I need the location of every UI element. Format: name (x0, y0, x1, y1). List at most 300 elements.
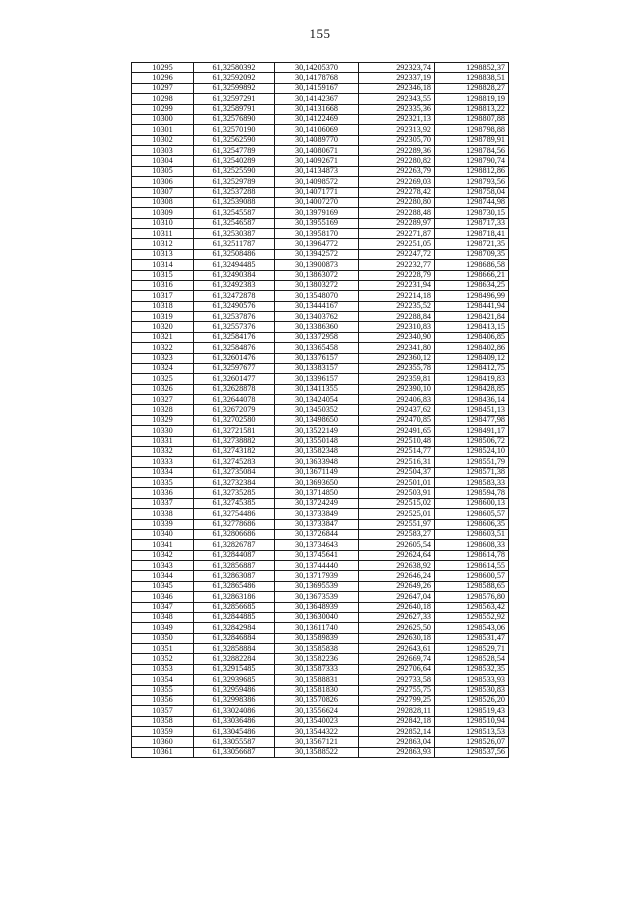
latitude-cell: 61,32547789 (194, 146, 275, 156)
x-coordinate-cell: 292755,75 (359, 685, 435, 695)
table-row (132, 156, 509, 166)
latitude-cell: 61,33045486 (194, 727, 275, 737)
point-number-cell: 10328 (132, 405, 194, 415)
table-row (132, 571, 509, 581)
latitude-cell: 61,32826787 (194, 540, 275, 550)
x-coordinate-cell: 292842,18 (359, 716, 435, 726)
table-row (132, 135, 509, 145)
point-number-cell: 10334 (132, 467, 194, 477)
point-number-cell: 10309 (132, 208, 194, 218)
x-coordinate-cell: 292323,74 (359, 63, 435, 73)
x-coordinate-cell: 292649,26 (359, 581, 435, 591)
table-row (132, 218, 509, 228)
table-row (132, 249, 509, 259)
table-row (132, 301, 509, 311)
y-coordinate-cell: 1298614,78 (435, 550, 509, 560)
x-coordinate-cell: 292863,04 (359, 737, 435, 747)
point-number-cell: 10301 (132, 125, 194, 135)
page-number: 155 (309, 26, 331, 41)
table-row (132, 125, 509, 135)
y-coordinate-cell: 1298594,78 (435, 488, 509, 498)
x-coordinate-cell: 292341,80 (359, 343, 435, 353)
y-coordinate-cell: 1298529,71 (435, 644, 509, 654)
longitude-cell: 30,13376157 (275, 353, 359, 363)
table-row (132, 561, 509, 571)
latitude-cell: 61,32856887 (194, 561, 275, 571)
table-row (132, 623, 509, 633)
table-row (132, 260, 509, 270)
table-row (132, 436, 509, 446)
table-row (132, 291, 509, 301)
latitude-cell: 61,32806686 (194, 529, 275, 539)
latitude-cell: 61,32863087 (194, 571, 275, 581)
point-number-cell: 10310 (132, 218, 194, 228)
table-row (132, 550, 509, 560)
longitude-cell: 30,13372958 (275, 332, 359, 342)
point-number-cell: 10338 (132, 509, 194, 519)
y-coordinate-cell: 1298583,33 (435, 478, 509, 488)
y-coordinate-cell: 1298419,83 (435, 374, 509, 384)
table-row (132, 280, 509, 290)
y-coordinate-cell: 1298758,04 (435, 187, 509, 197)
longitude-cell: 30,13383157 (275, 363, 359, 373)
x-coordinate-cell: 292340,90 (359, 332, 435, 342)
y-coordinate-cell: 1298406,85 (435, 332, 509, 342)
point-number-cell: 10308 (132, 197, 194, 207)
point-number-cell: 10354 (132, 675, 194, 685)
table-row (132, 395, 509, 405)
x-coordinate-cell: 292437,62 (359, 405, 435, 415)
table-row (132, 695, 509, 705)
x-coordinate-cell: 292263,79 (359, 166, 435, 176)
latitude-cell: 61,32959486 (194, 685, 275, 695)
y-coordinate-cell: 1298717,33 (435, 218, 509, 228)
table-row (132, 664, 509, 674)
table-row (132, 405, 509, 415)
latitude-cell: 61,32546587 (194, 218, 275, 228)
y-coordinate-cell: 1298506,72 (435, 436, 509, 446)
latitude-cell: 61,32858884 (194, 644, 275, 654)
latitude-cell: 61,32628878 (194, 384, 275, 394)
x-coordinate-cell: 292647,04 (359, 592, 435, 602)
latitude-cell: 61,32745283 (194, 457, 275, 467)
longitude-cell: 30,13556624 (275, 706, 359, 716)
point-number-cell: 10342 (132, 550, 194, 560)
longitude-cell: 30,13589839 (275, 633, 359, 643)
y-coordinate-cell: 1298543,06 (435, 623, 509, 633)
x-coordinate-cell: 292343,55 (359, 94, 435, 104)
y-coordinate-cell: 1298491,17 (435, 426, 509, 436)
latitude-cell: 61,32702580 (194, 415, 275, 425)
y-coordinate-cell: 1298838,51 (435, 73, 509, 83)
latitude-cell: 61,32856685 (194, 602, 275, 612)
y-coordinate-cell: 1298608,33 (435, 540, 509, 550)
x-coordinate-cell: 292646,24 (359, 571, 435, 581)
x-coordinate-cell: 292669,74 (359, 654, 435, 664)
x-coordinate-cell: 292313,92 (359, 125, 435, 135)
y-coordinate-cell: 1298789,91 (435, 135, 509, 145)
point-number-cell: 10324 (132, 363, 194, 373)
table-row (132, 727, 509, 737)
latitude-cell: 61,32494485 (194, 260, 275, 270)
y-coordinate-cell: 1298496,99 (435, 291, 509, 301)
longitude-cell: 30,13633948 (275, 457, 359, 467)
point-number-cell: 10296 (132, 73, 194, 83)
table-row (132, 83, 509, 93)
longitude-cell: 30,13424054 (275, 395, 359, 405)
latitude-cell: 61,32597677 (194, 363, 275, 373)
latitude-cell: 61,32842984 (194, 623, 275, 633)
x-coordinate-cell: 292321,13 (359, 114, 435, 124)
latitude-cell: 61,32530387 (194, 229, 275, 239)
point-number-cell: 10322 (132, 343, 194, 353)
point-number-cell: 10345 (132, 581, 194, 591)
x-coordinate-cell: 292251,05 (359, 239, 435, 249)
x-coordinate-cell: 292852,14 (359, 727, 435, 737)
y-coordinate-cell: 1298428,85 (435, 384, 509, 394)
y-coordinate-cell: 1298600,57 (435, 571, 509, 581)
y-coordinate-cell: 1298552,92 (435, 612, 509, 622)
table-row (132, 737, 509, 747)
x-coordinate-cell: 292625,50 (359, 623, 435, 633)
longitude-cell: 30,13979169 (275, 208, 359, 218)
latitude-cell: 61,32562590 (194, 135, 275, 145)
y-coordinate-cell: 1298744,98 (435, 197, 509, 207)
y-coordinate-cell: 1298614,55 (435, 561, 509, 571)
table-row (132, 426, 509, 436)
y-coordinate-cell: 1298421,84 (435, 312, 509, 322)
point-number-cell: 10351 (132, 644, 194, 654)
latitude-cell: 61,32778686 (194, 519, 275, 529)
longitude-cell: 30,13540023 (275, 716, 359, 726)
table-row (132, 322, 509, 332)
point-number-cell: 10349 (132, 623, 194, 633)
point-number-cell: 10302 (132, 135, 194, 145)
point-number-cell: 10326 (132, 384, 194, 394)
y-coordinate-cell: 1298402,86 (435, 343, 509, 353)
coordinates-table (131, 62, 509, 758)
point-number-cell: 10317 (132, 291, 194, 301)
x-coordinate-cell: 292733,58 (359, 675, 435, 685)
latitude-cell: 61,32576890 (194, 114, 275, 124)
y-coordinate-cell: 1298436,14 (435, 395, 509, 405)
y-coordinate-cell: 1298528,54 (435, 654, 509, 664)
table-row (132, 312, 509, 322)
longitude-cell: 30,14134873 (275, 166, 359, 176)
point-number-cell: 10300 (132, 114, 194, 124)
x-coordinate-cell: 292271,87 (359, 229, 435, 239)
latitude-cell: 61,32492383 (194, 280, 275, 290)
table-row (132, 94, 509, 104)
latitude-cell: 61,32644078 (194, 395, 275, 405)
point-number-cell: 10337 (132, 498, 194, 508)
y-coordinate-cell: 1298533,93 (435, 675, 509, 685)
y-coordinate-cell: 1298793,56 (435, 177, 509, 187)
y-coordinate-cell: 1298600,13 (435, 498, 509, 508)
point-number-cell: 10327 (132, 395, 194, 405)
y-coordinate-cell: 1298730,15 (435, 208, 509, 218)
y-coordinate-cell: 1298451,13 (435, 405, 509, 415)
longitude-cell: 30,13411355 (275, 384, 359, 394)
point-number-cell: 10356 (132, 695, 194, 705)
longitude-cell: 30,13734643 (275, 540, 359, 550)
table-row (132, 457, 509, 467)
point-number-cell: 10344 (132, 571, 194, 581)
table-row (132, 706, 509, 716)
longitude-cell: 30,14080671 (275, 146, 359, 156)
longitude-cell: 30,13630040 (275, 612, 359, 622)
x-coordinate-cell: 292583,27 (359, 529, 435, 539)
table-row (132, 208, 509, 218)
table-row (132, 63, 509, 73)
latitude-cell: 61,32844885 (194, 612, 275, 622)
x-coordinate-cell: 292510,48 (359, 436, 435, 446)
table-row (132, 446, 509, 456)
x-coordinate-cell: 292525,01 (359, 509, 435, 519)
point-number-cell: 10353 (132, 664, 194, 674)
x-coordinate-cell: 292470,85 (359, 415, 435, 425)
y-coordinate-cell: 1298576,80 (435, 592, 509, 602)
longitude-cell: 30,13964772 (275, 239, 359, 249)
latitude-cell: 61,32998386 (194, 695, 275, 705)
latitude-cell: 61,32672079 (194, 405, 275, 415)
latitude-cell: 61,32597291 (194, 94, 275, 104)
x-coordinate-cell: 292516,31 (359, 457, 435, 467)
y-coordinate-cell: 1298563,42 (435, 602, 509, 612)
latitude-cell: 61,32472878 (194, 291, 275, 301)
y-coordinate-cell: 1298526,20 (435, 695, 509, 705)
y-coordinate-cell: 1298819,19 (435, 94, 509, 104)
longitude-cell: 30,13550148 (275, 436, 359, 446)
y-coordinate-cell: 1298852,37 (435, 63, 509, 73)
longitude-cell: 30,13693650 (275, 478, 359, 488)
table-row (132, 747, 509, 757)
table-row (132, 363, 509, 373)
point-number-cell: 10340 (132, 529, 194, 539)
table-row (132, 187, 509, 197)
table-row (132, 146, 509, 156)
y-coordinate-cell: 1298605,57 (435, 509, 509, 519)
latitude-cell: 61,32882284 (194, 654, 275, 664)
point-number-cell: 10314 (132, 260, 194, 270)
y-coordinate-cell: 1298412,75 (435, 363, 509, 373)
longitude-cell: 30,13567121 (275, 737, 359, 747)
y-coordinate-cell: 1298588,65 (435, 581, 509, 591)
x-coordinate-cell: 292235,52 (359, 301, 435, 311)
latitude-cell: 61,32508486 (194, 249, 275, 259)
latitude-cell: 61,32570190 (194, 125, 275, 135)
longitude-cell: 30,13942572 (275, 249, 359, 259)
longitude-cell: 30,13365458 (275, 343, 359, 353)
longitude-cell: 30,14007270 (275, 197, 359, 207)
longitude-cell: 30,13695539 (275, 581, 359, 591)
y-coordinate-cell: 1298409,12 (435, 353, 509, 363)
y-coordinate-cell: 1298812,86 (435, 166, 509, 176)
latitude-cell: 61,33056687 (194, 747, 275, 757)
latitude-cell: 61,32490576 (194, 301, 275, 311)
x-coordinate-cell: 292605,54 (359, 540, 435, 550)
x-coordinate-cell: 292515,02 (359, 498, 435, 508)
longitude-cell: 30,14205370 (275, 63, 359, 73)
latitude-cell: 61,32511787 (194, 239, 275, 249)
x-coordinate-cell: 292232,77 (359, 260, 435, 270)
point-number-cell: 10359 (132, 727, 194, 737)
longitude-cell: 30,13548070 (275, 291, 359, 301)
longitude-cell: 30,13444167 (275, 301, 359, 311)
x-coordinate-cell: 292643,61 (359, 644, 435, 654)
y-coordinate-cell: 1298477,98 (435, 415, 509, 425)
y-coordinate-cell: 1298634,25 (435, 280, 509, 290)
table-row (132, 592, 509, 602)
table-row (132, 654, 509, 664)
longitude-cell: 30,13570826 (275, 695, 359, 705)
latitude-cell: 61,33024086 (194, 706, 275, 716)
x-coordinate-cell: 292863,93 (359, 747, 435, 757)
longitude-cell: 30,13900873 (275, 260, 359, 270)
point-number-cell: 10305 (132, 166, 194, 176)
table-row (132, 498, 509, 508)
table-row (132, 166, 509, 176)
x-coordinate-cell: 292289,97 (359, 218, 435, 228)
latitude-cell: 61,32545587 (194, 208, 275, 218)
y-coordinate-cell: 1298790,74 (435, 156, 509, 166)
latitude-cell: 61,32743182 (194, 446, 275, 456)
x-coordinate-cell: 292514,77 (359, 446, 435, 456)
table-row (132, 488, 509, 498)
x-coordinate-cell: 292491,65 (359, 426, 435, 436)
longitude-cell: 30,13714850 (275, 488, 359, 498)
latitude-cell: 61,32844087 (194, 550, 275, 560)
longitude-cell: 30,14159167 (275, 83, 359, 93)
point-number-cell: 10307 (132, 187, 194, 197)
table-row (132, 239, 509, 249)
table-row (132, 197, 509, 207)
y-coordinate-cell: 1298413,15 (435, 322, 509, 332)
point-number-cell: 10311 (132, 229, 194, 239)
x-coordinate-cell: 292289,36 (359, 146, 435, 156)
y-coordinate-cell: 1298798,88 (435, 125, 509, 135)
table-row (132, 73, 509, 83)
latitude-cell: 61,32584176 (194, 332, 275, 342)
table-row (132, 675, 509, 685)
x-coordinate-cell: 292390,10 (359, 384, 435, 394)
y-coordinate-cell: 1298524,10 (435, 446, 509, 456)
longitude-cell: 30,13386360 (275, 322, 359, 332)
longitude-cell: 30,13403762 (275, 312, 359, 322)
point-number-cell: 10357 (132, 706, 194, 716)
table-row (132, 332, 509, 342)
longitude-cell: 30,13498650 (275, 415, 359, 425)
longitude-cell: 30,13803272 (275, 280, 359, 290)
y-coordinate-cell: 1298530,83 (435, 685, 509, 695)
longitude-cell: 30,13611740 (275, 623, 359, 633)
point-number-cell: 10306 (132, 177, 194, 187)
longitude-cell: 30,14178768 (275, 73, 359, 83)
point-number-cell: 10299 (132, 104, 194, 114)
table-row (132, 644, 509, 654)
table-row (132, 519, 509, 529)
point-number-cell: 10303 (132, 146, 194, 156)
latitude-cell: 61,32865486 (194, 581, 275, 591)
table-row (132, 633, 509, 643)
table-row (132, 374, 509, 384)
table-row (132, 685, 509, 695)
x-coordinate-cell: 292630,18 (359, 633, 435, 643)
latitude-cell: 61,32745385 (194, 498, 275, 508)
table-row (132, 343, 509, 353)
table-row (132, 602, 509, 612)
table-row (132, 509, 509, 519)
latitude-cell: 61,33055587 (194, 737, 275, 747)
x-coordinate-cell: 292406,83 (359, 395, 435, 405)
latitude-cell: 61,32732384 (194, 478, 275, 488)
longitude-cell: 30,13863072 (275, 270, 359, 280)
latitude-cell: 61,32863186 (194, 592, 275, 602)
table-row (132, 415, 509, 425)
latitude-cell: 61,32584876 (194, 343, 275, 353)
latitude-cell: 61,32529789 (194, 177, 275, 187)
x-coordinate-cell: 292346,18 (359, 83, 435, 93)
latitude-cell: 61,32599892 (194, 83, 275, 93)
y-coordinate-cell: 1298813,22 (435, 104, 509, 114)
longitude-cell: 30,13958170 (275, 229, 359, 239)
point-number-cell: 10329 (132, 415, 194, 425)
latitude-cell: 61,32525590 (194, 166, 275, 176)
table-row (132, 384, 509, 394)
point-number-cell: 10360 (132, 737, 194, 747)
table-row (132, 177, 509, 187)
longitude-cell: 30,13581830 (275, 685, 359, 695)
y-coordinate-cell: 1298686,58 (435, 260, 509, 270)
point-number-cell: 10330 (132, 426, 194, 436)
point-number-cell: 10312 (132, 239, 194, 249)
latitude-cell: 61,32589791 (194, 104, 275, 114)
x-coordinate-cell: 292551,97 (359, 519, 435, 529)
table-row (132, 716, 509, 726)
point-number-cell: 10336 (132, 488, 194, 498)
longitude-cell: 30,13726844 (275, 529, 359, 539)
x-coordinate-cell: 292280,82 (359, 156, 435, 166)
x-coordinate-cell: 292627,33 (359, 612, 435, 622)
latitude-cell: 61,32580392 (194, 63, 275, 73)
y-coordinate-cell: 1298666,21 (435, 270, 509, 280)
point-number-cell: 10319 (132, 312, 194, 322)
longitude-cell: 30,13724249 (275, 498, 359, 508)
y-coordinate-cell: 1298784,56 (435, 146, 509, 156)
table-row (132, 529, 509, 539)
x-coordinate-cell: 292228,79 (359, 270, 435, 280)
y-coordinate-cell: 1298510,94 (435, 716, 509, 726)
longitude-cell: 30,13582236 (275, 654, 359, 664)
x-coordinate-cell: 292359,81 (359, 374, 435, 384)
longitude-cell: 30,14142367 (275, 94, 359, 104)
table-row (132, 540, 509, 550)
longitude-cell: 30,13648939 (275, 602, 359, 612)
y-coordinate-cell: 1298441,94 (435, 301, 509, 311)
longitude-cell: 30,13450352 (275, 405, 359, 415)
latitude-cell: 61,32735084 (194, 467, 275, 477)
longitude-cell: 30,14131668 (275, 104, 359, 114)
x-coordinate-cell: 292501,01 (359, 478, 435, 488)
point-number-cell: 10331 (132, 436, 194, 446)
longitude-cell: 30,13588522 (275, 747, 359, 757)
y-coordinate-cell: 1298807,88 (435, 114, 509, 124)
longitude-cell: 30,13544322 (275, 727, 359, 737)
longitude-cell: 30,13745641 (275, 550, 359, 560)
x-coordinate-cell: 292280,80 (359, 197, 435, 207)
latitude-cell: 61,33036486 (194, 716, 275, 726)
table-row (132, 353, 509, 363)
